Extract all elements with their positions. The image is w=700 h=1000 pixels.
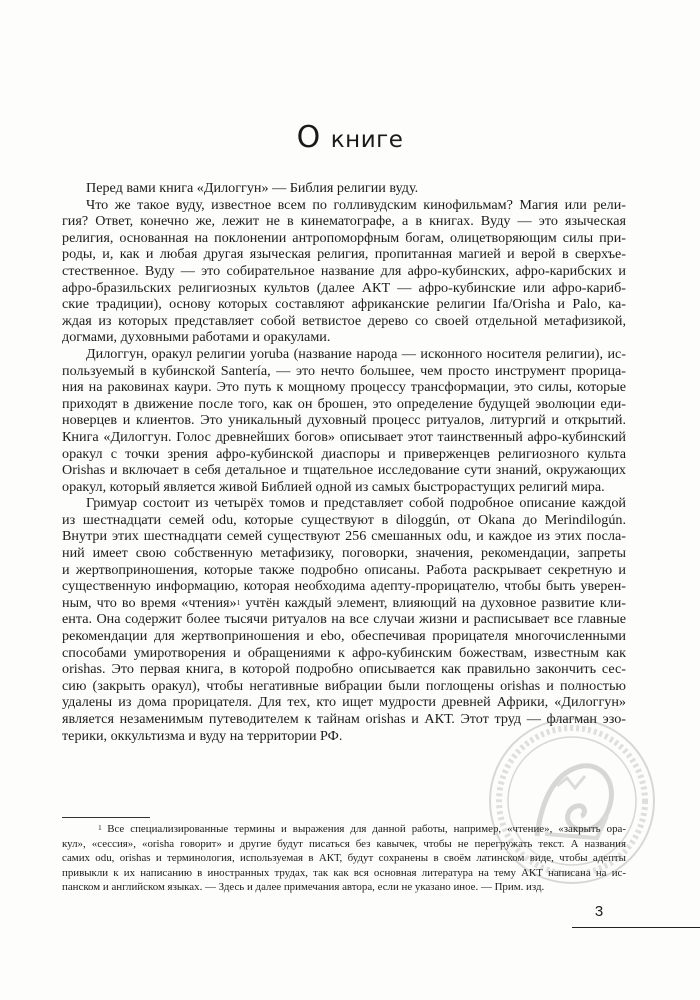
text-line-content: ждая из которых представляет собой ветвистое дерево со своей отдельной метафизикой,	[62, 312, 626, 329]
page-number-rule	[572, 927, 700, 928]
text-line-content: способами умиротворения и обращениями к афро-кубинским божествам, известным как	[62, 644, 626, 661]
text-line-content: гия? Ответ, конечно же, лежит не в кинематографе, а в книгах. Вуду — это языческая	[62, 213, 626, 230]
text-line-content: ские традиции), основу которых составляют африканские религии Ifa/Orisha и Palo, ка-	[62, 296, 626, 313]
text-line-content: терики, оккультизма и вуду на территории РФ.	[62, 727, 343, 744]
footnote-reference: 1	[236, 597, 241, 607]
text-line-content: ным, что во время «чтения»	[62, 594, 237, 611]
text-line	[62, 645, 626, 662]
text-line-content: Дилоггун, оракул религии yoruba (название народа — исконного носителя религии), ис-	[86, 345, 626, 362]
text-line	[62, 412, 626, 429]
text-line	[62, 379, 626, 396]
text-line	[62, 363, 626, 380]
text-line	[62, 562, 626, 579]
text-line	[62, 429, 626, 446]
text-line	[62, 462, 626, 479]
text-line	[62, 611, 626, 628]
text-line-content: сию (закрыть оракул), чтобы негативные вибрации были поглощены orishas и полностью	[62, 677, 626, 694]
text-line-content: религия, основанная на поклонении антропоморфным богам, олицетворяющим силы при-	[62, 229, 626, 246]
title-first-letter: О	[296, 120, 321, 155]
text-line-content: Что же такое вуду, известное всем по голливудским кинофильмам? Магия или рели-	[86, 196, 626, 213]
text-line	[62, 280, 626, 297]
text-line-continuation: учтён каждый элемент, влияющий на духовное развитие кли-	[240, 594, 626, 611]
text-line	[62, 263, 626, 280]
text-line	[62, 694, 626, 711]
footnote-marker: 1	[98, 823, 102, 832]
text-line	[62, 346, 626, 363]
text-line	[62, 446, 626, 463]
text-line-content: кул», «сессия», «orisha говорит» и другие будут писаться без кавычек, чтобы не перегружать текст. А названия	[62, 837, 626, 850]
text-line-content: афро-бразильских религиозных культов (далее АКТ — афро-кубинские или афро-кариб-	[62, 279, 626, 296]
text-line	[62, 313, 626, 330]
text-line	[62, 479, 626, 496]
text-line-content: роды, и, как и любая другая языческая религия, пропитанная магией и верой в сверхъе-	[62, 246, 626, 263]
text-line	[62, 512, 626, 529]
text-line	[62, 545, 626, 562]
text-line	[62, 296, 626, 313]
text-line-content: стественное. Вуду — это собирательное название для афро-кубинских, афро-карибских и	[62, 262, 626, 279]
page-title	[0, 120, 700, 155]
seal-stamp	[487, 716, 657, 886]
text-line	[62, 595, 626, 612]
text-line-content: привыкли к их написанию в иностранных трудах, так как вся основная литература на тему АКТ написана на ис-	[62, 866, 626, 879]
text-line	[62, 661, 626, 678]
text-line-content: и жертвоприношения, которые также подробно описаны. Работа раскрывает секретную и	[62, 561, 626, 578]
text-line-content: из шестнадцати семей odu, которые существуют в diloggún, от Okana до Merindilogún.	[62, 511, 626, 528]
text-line-content: оракул, который является живой Библией одной из самых быстрорастущих религий мира.	[62, 478, 605, 495]
text-line	[62, 230, 626, 247]
text-line	[62, 495, 626, 512]
text-line	[62, 197, 626, 214]
text-line-content: orishas. Это первая книга, в которой подробно описывается как правильно закончить сес-	[62, 661, 626, 678]
text-line-content: Orishas и включает в себя детальное и тщательное исследование сути знаний, окружающих	[62, 462, 626, 479]
text-line-content: самих odu, orishas и терминология, используемая в АКТ, будут сохранены в своём латинском виде, чтобы адепты	[62, 852, 626, 864]
text-line-content: ента. Она содержит более тысячи ритуалов на все случаи жизни и расписывает все главные	[62, 611, 626, 628]
text-line-content: является незаменимым путеводителем к тайнам orishas и АКТ. Этот труд — флагман эзо-	[62, 711, 626, 727]
text-line-content: существенную информацию, которая необходима адепту-прорицателю, чтобы быть уверен-	[62, 578, 626, 595]
text-line-content: приходят в движение после того, как он брошен, это определение будущей эволюции еди-	[62, 395, 626, 412]
text-line-content: Все специализированные термины и выражения для данной работы, например, «чтение», «закрыть ора-	[107, 823, 626, 835]
text-line	[62, 396, 626, 413]
text-line	[62, 180, 626, 197]
text-line	[62, 678, 626, 695]
text-line	[62, 528, 626, 545]
text-line-content: пользуемый в кубинской Santería, — это нечто большее, чем просто инструмент прорица-	[62, 362, 626, 379]
text-line	[62, 329, 626, 346]
text-line-content: удалены из дома прорицателя. Для тех, кто ищет мудрости древней Африки, «Дилоггун»	[62, 694, 626, 711]
text-line-content: ния на раковинах каури. Это путь к мощному процессу трансформации, это силы, которые	[62, 379, 626, 396]
text-line-content: Гримуар состоит из четырёх томов и представляет собой подробное описание каждой	[86, 495, 626, 512]
text-line-content: Перед вами книга «Дилоггун» — Библия религии вуду.	[86, 180, 419, 196]
text-line-content: рекомендации для жертвоприношения и ebo, обеспечивая прорицателя многочисленными	[62, 628, 626, 645]
text-line	[62, 213, 626, 230]
text-line	[62, 578, 626, 595]
text-line-content: панском и английском языках. — Здесь и далее примечания автора, если не указано иное. — Прим. изд.	[62, 881, 545, 893]
title-rest: книге	[330, 127, 404, 153]
text-line-content: новерцев и клиентов. Это уникальный духовный процесс ритуалов, литургий и открытий.	[62, 412, 626, 429]
page-number: 3	[594, 903, 604, 920]
text-line-content: догмами, духовными работами и оракулами.	[62, 329, 331, 346]
text-line-content: Книга «Дилоггун. Голос древнейших богов» описывает этот таинственный афро-кубинский	[62, 428, 626, 445]
text-line	[62, 628, 626, 645]
footnote-separator	[62, 817, 150, 818]
text-line-content: ний имеет свою собственную метафизику, поговорки, значения, рекомендации, запреты	[62, 545, 626, 562]
body-text	[62, 180, 626, 744]
text-line	[62, 246, 626, 263]
text-line-content: Внутри этих шестнадцати семей существуют 256 смешанных odu, и каждое из этих посла-	[62, 528, 626, 545]
text-line-content: оракул с точки зрения афро-кубинской диаспоры и приверженцев религиозного культа	[62, 445, 626, 462]
